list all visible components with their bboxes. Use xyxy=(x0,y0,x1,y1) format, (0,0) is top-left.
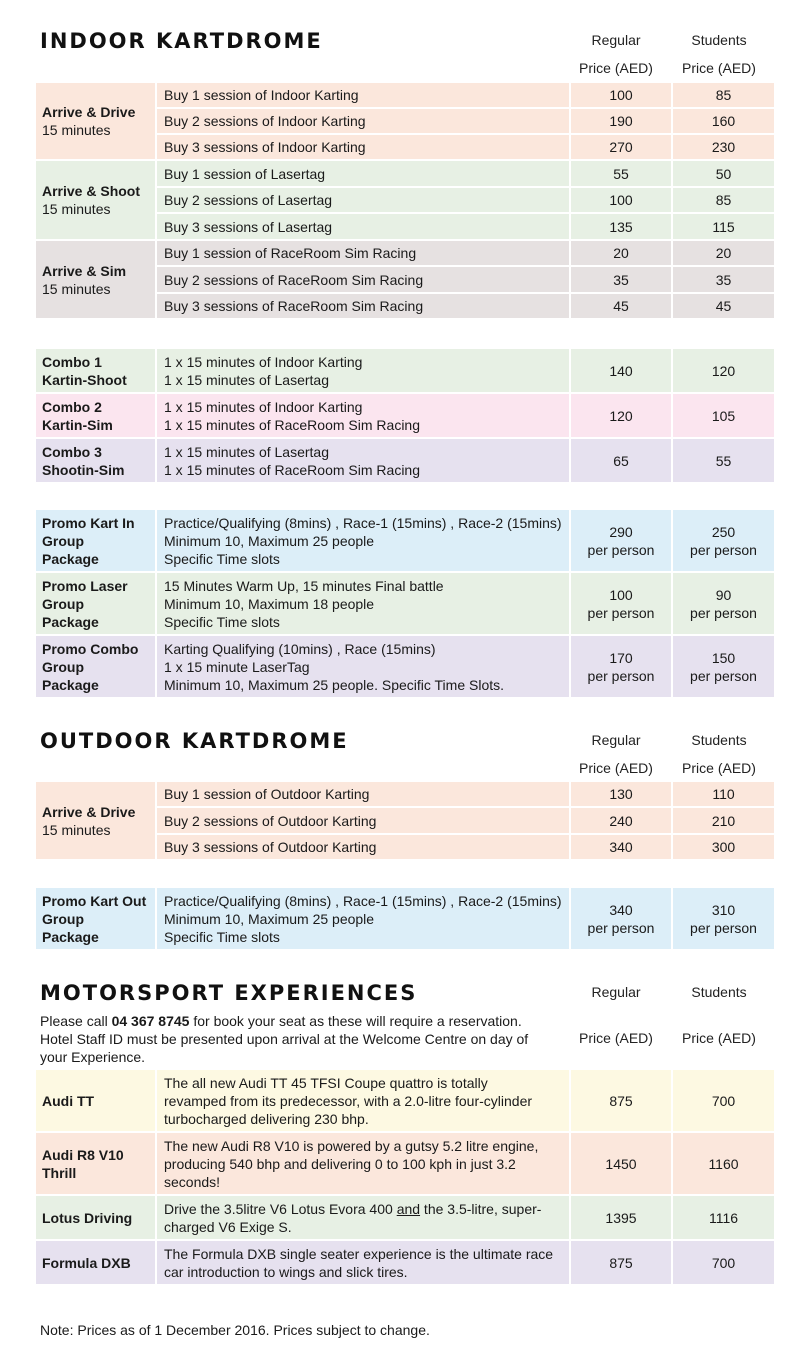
promo-name: Promo Laser xyxy=(42,577,128,594)
promo-line: 1 x 15 minute LaserTag xyxy=(164,658,310,675)
intro-text: your Experience. xyxy=(40,1049,146,1065)
experience-subname: Thrill xyxy=(42,1164,77,1181)
outdoor-promo-table xyxy=(34,886,776,951)
package-duration: 15 minutes xyxy=(42,201,111,217)
promo-label xyxy=(35,887,156,950)
experience-label xyxy=(35,1132,156,1195)
table-row xyxy=(35,348,775,393)
promo-desc xyxy=(156,509,570,572)
experience-desc xyxy=(156,1069,570,1132)
package-duration: 15 minutes xyxy=(42,122,111,138)
combo-desc xyxy=(156,438,570,483)
regular-price: 65 xyxy=(570,438,672,483)
package-name: Arrive & Drive xyxy=(42,803,136,820)
indoor-students-header-1: Students xyxy=(691,32,747,48)
experience-line: turbocharged delivering 230 bhp. xyxy=(164,1110,369,1127)
table-row xyxy=(35,509,775,572)
regular-price: 140 xyxy=(570,348,672,393)
students-price: 110 xyxy=(672,781,775,807)
experience-name: Audi R8 V10 xyxy=(42,1146,124,1163)
experience-line: The Formula DXB single seater experience is the ultimate race xyxy=(164,1245,554,1262)
promo-line: Minimum 10, Maximum 25 people xyxy=(164,910,375,927)
students-price: 20 xyxy=(672,240,775,266)
regular-price-value: 340 xyxy=(609,901,633,918)
regular-price: 45 xyxy=(570,293,672,319)
table-row xyxy=(35,1069,775,1132)
experience-line: producing 540 bhp and delivering 0 to 100 kph in just 3.2 xyxy=(164,1155,516,1172)
regular-price: 135 xyxy=(570,213,672,240)
students-price: 105 xyxy=(672,393,775,438)
table-row xyxy=(35,438,775,483)
package-label xyxy=(35,240,156,319)
students-price: 115 xyxy=(672,213,775,240)
combo-table xyxy=(34,347,776,484)
combo-line: 1 x 15 minutes of Lasertag xyxy=(164,371,329,388)
students-price-value: 90 xyxy=(715,586,732,603)
promo-name-2: Group xyxy=(42,532,84,549)
table-row xyxy=(35,393,775,438)
motorsport-regular-header-1: Regular xyxy=(591,984,641,1000)
experience-line: seconds! xyxy=(164,1173,221,1190)
students-price-value: 310 xyxy=(711,901,736,918)
students-price: 700 xyxy=(672,1240,775,1285)
promo-name-3: Package xyxy=(42,613,99,630)
promo-name-3: Package xyxy=(42,928,99,945)
combo-line: 1 x 15 minutes of Indoor Karting xyxy=(164,353,363,370)
per-person-label: per person xyxy=(690,919,757,936)
regular-price: 35 xyxy=(570,266,672,293)
combo-line: 1 x 15 minutes of RaceRoom Sim Racing xyxy=(164,461,420,478)
table-row xyxy=(35,635,775,698)
students-price: 300 xyxy=(672,834,775,860)
regular-price: 130 xyxy=(570,781,672,807)
package-name: Arrive & Sim xyxy=(42,262,127,279)
combo-label xyxy=(35,393,156,438)
students-price: 1160 xyxy=(672,1132,775,1195)
phone-number[interactable]: 04 367 8745 xyxy=(111,1013,190,1029)
regular-price: 270 xyxy=(570,134,672,160)
experience-line: car introduction to wings and slick tires. xyxy=(164,1263,408,1280)
regular-price: 120 xyxy=(570,393,672,438)
outdoor-students-header-2: Price (AED) xyxy=(682,760,756,776)
students-price: 210 xyxy=(672,807,775,834)
regular-price xyxy=(570,887,672,950)
experience-label xyxy=(35,1069,156,1132)
promo-line: Specific Time slots xyxy=(164,613,280,630)
per-person-label: per person xyxy=(587,667,655,684)
table-row xyxy=(35,1240,775,1285)
indoor-students-header-2: Price (AED) xyxy=(682,60,756,76)
motorsport-intro xyxy=(40,1012,560,1066)
experience-label xyxy=(35,1195,156,1240)
combo-name: Combo 3 xyxy=(42,443,102,460)
table-row xyxy=(35,240,775,266)
motorsport-table xyxy=(34,1068,776,1286)
per-person-label: per person xyxy=(587,541,655,558)
promo-desc xyxy=(156,572,570,635)
experience-line: The all new Audi TT 45 TFSI Coupe quattro is totally xyxy=(164,1074,488,1091)
outdoor-title: OUTDOOR KARTDROME xyxy=(40,729,349,753)
promo-line: Practice/Qualifying (8mins) , Race-1 (15mins) , Race-2 (15mins) xyxy=(164,514,562,531)
promo-name-2: Group xyxy=(42,658,84,675)
regular-price xyxy=(570,509,672,572)
per-person-label: per person xyxy=(690,541,757,558)
promo-table xyxy=(34,508,776,699)
promo-label xyxy=(35,635,156,698)
regular-price xyxy=(570,572,672,635)
promo-label xyxy=(35,509,156,572)
regular-price xyxy=(570,635,672,698)
promo-line: Minimum 10, Maximum 18 people xyxy=(164,595,375,612)
table-row xyxy=(35,160,775,187)
per-person-label: per person xyxy=(587,604,655,621)
regular-price-value: 100 xyxy=(609,586,633,603)
combo-line: 1 x 15 minutes of Indoor Karting xyxy=(164,398,363,415)
session-desc: Buy 3 sessions of Outdoor Karting xyxy=(156,834,570,860)
promo-line: Specific Time slots xyxy=(164,550,280,567)
outdoor-regular-header-1: Regular xyxy=(591,732,641,748)
indoor-regular-header-1: Regular xyxy=(591,32,641,48)
session-desc: Buy 2 sessions of Outdoor Karting xyxy=(156,807,570,834)
students-price-value: 150 xyxy=(711,649,736,666)
session-desc: Buy 1 session of Indoor Karting xyxy=(156,82,570,108)
promo-desc xyxy=(156,635,570,698)
package-name: Arrive & Drive xyxy=(42,104,136,120)
experience-line: revamped from its predecessor, with a 2.0-litre four-cylinder xyxy=(164,1092,533,1109)
experience-name: Audi TT xyxy=(42,1092,95,1109)
combo-line: 1 x 15 minutes of RaceRoom Sim Racing xyxy=(164,416,420,433)
experience-name: Lotus Driving xyxy=(42,1209,133,1226)
table-row xyxy=(35,781,775,807)
intro-text: Hotel Staff ID must be presented upon arrival at the Welcome Centre on day of xyxy=(40,1031,529,1047)
promo-line: Specific Time slots xyxy=(164,928,280,945)
indoor-title: INDOOR KARTDROME xyxy=(40,29,323,53)
students-price: 55 xyxy=(672,438,775,483)
combo-desc xyxy=(156,393,570,438)
promo-name-3: Package xyxy=(42,676,99,693)
students-price xyxy=(672,572,775,635)
combo-subname: Shootin-Sim xyxy=(42,461,125,478)
motorsport-title: MOTORSPORT EXPERIENCES xyxy=(40,981,418,1005)
promo-label xyxy=(35,572,156,635)
indoor-sessions-table xyxy=(34,81,776,320)
package-label xyxy=(35,82,156,160)
combo-name: Combo 2 xyxy=(42,398,102,415)
experience-name: Formula DXB xyxy=(42,1254,131,1271)
combo-label xyxy=(35,348,156,393)
regular-price: 240 xyxy=(570,807,672,834)
students-price: 85 xyxy=(672,187,775,213)
motorsport-students-header-1: Students xyxy=(691,984,747,1000)
promo-name: Promo Kart In xyxy=(42,514,135,531)
motorsport-regular-header-2: Price (AED) xyxy=(579,1030,653,1046)
experience-line: The new Audi R8 V10 is powered by a gutsy 5.2 litre engine, xyxy=(164,1137,539,1154)
motorsport-students-header-2: Price (AED) xyxy=(682,1030,756,1046)
students-price: 50 xyxy=(672,160,775,187)
regular-price: 875 xyxy=(570,1069,672,1132)
table-row xyxy=(35,572,775,635)
experience-line xyxy=(164,1200,569,1218)
table-row xyxy=(35,1195,775,1240)
regular-price-value: 290 xyxy=(609,523,633,540)
package-label xyxy=(35,781,156,860)
experience-label xyxy=(35,1240,156,1285)
students-price: 85 xyxy=(672,82,775,108)
regular-price: 340 xyxy=(570,834,672,860)
table-row xyxy=(35,82,775,108)
students-price xyxy=(672,509,775,572)
combo-desc xyxy=(156,348,570,393)
intro-text: Please call xyxy=(40,1013,112,1029)
promo-name-3: Package xyxy=(42,550,99,567)
promo-line: Karting Qualifying (10mins) , Race (15mins) xyxy=(164,640,436,657)
students-price xyxy=(672,635,775,698)
regular-price: 875 xyxy=(570,1240,672,1285)
promo-line: Minimum 10, Maximum 25 people xyxy=(164,532,375,549)
package-name: Arrive & Shoot xyxy=(42,183,141,199)
outdoor-students-header-1: Students xyxy=(691,732,747,748)
promo-name: Promo Kart Out xyxy=(42,892,147,909)
combo-subname: Kartin-Sim xyxy=(42,416,113,433)
promo-name-2: Group xyxy=(42,910,84,927)
promo-line: 15 Minutes Warm Up, 15 minutes Final battle xyxy=(164,577,444,594)
students-price-value: 250 xyxy=(711,523,736,540)
session-desc: Buy 2 sessions of Lasertag xyxy=(156,187,570,213)
promo-desc xyxy=(156,887,570,950)
students-price: 700 xyxy=(672,1069,775,1132)
package-duration: 15 minutes xyxy=(42,821,111,838)
session-desc: Buy 3 sessions of Indoor Karting xyxy=(156,134,570,160)
promo-name-2: Group xyxy=(42,595,84,612)
intro-text: for book your seat as these will require a reservation. xyxy=(189,1013,522,1029)
students-price: 230 xyxy=(672,134,775,160)
session-desc: Buy 1 session of Outdoor Karting xyxy=(156,781,570,807)
students-price: 160 xyxy=(672,108,775,134)
outdoor-sessions-table xyxy=(34,780,776,861)
session-desc: Buy 1 session of RaceRoom Sim Racing xyxy=(156,240,570,266)
session-desc: Buy 2 sessions of Indoor Karting xyxy=(156,108,570,134)
combo-name: Combo 1 xyxy=(42,353,102,370)
students-price: 35 xyxy=(672,266,775,293)
students-price: 120 xyxy=(672,348,775,393)
combo-label xyxy=(35,438,156,483)
indoor-regular-header-2: Price (AED) xyxy=(579,60,653,76)
package-label xyxy=(35,160,156,240)
experience-text: the 3.5-litre, super- xyxy=(420,1200,542,1217)
outdoor-regular-header-2: Price (AED) xyxy=(579,760,653,776)
regular-price: 55 xyxy=(570,160,672,187)
students-price: 1116 xyxy=(672,1195,775,1240)
per-person-label: per person xyxy=(690,604,757,621)
session-desc: Buy 3 sessions of RaceRoom Sim Racing xyxy=(156,293,570,319)
regular-price: 20 xyxy=(570,240,672,266)
students-price: 45 xyxy=(672,293,775,319)
experience-text: Drive the 3.5litre V6 Lotus Evora 400 xyxy=(164,1200,397,1217)
experience-text-underlined: and xyxy=(396,1200,421,1217)
session-desc: Buy 1 session of Lasertag xyxy=(156,160,570,187)
experience-desc xyxy=(156,1240,570,1285)
table-row xyxy=(35,1132,775,1195)
regular-price: 100 xyxy=(570,187,672,213)
combo-subname: Kartin-Shoot xyxy=(42,371,127,388)
promo-line: Practice/Qualifying (8mins) , Race-1 (15mins) , Race-2 (15mins) xyxy=(164,892,562,909)
per-person-label: per person xyxy=(587,919,655,936)
experience-desc xyxy=(156,1132,570,1195)
regular-price: 100 xyxy=(570,82,672,108)
session-desc: Buy 2 sessions of RaceRoom Sim Racing xyxy=(156,266,570,293)
promo-line: Minimum 10, Maximum 25 people. Specific Time Slots. xyxy=(164,676,505,693)
students-price xyxy=(672,887,775,950)
experience-desc xyxy=(156,1195,570,1240)
regular-price: 1450 xyxy=(570,1132,672,1195)
experience-line: charged V6 Exige S. xyxy=(164,1218,292,1235)
promo-name: Promo Combo xyxy=(42,640,139,657)
session-desc: Buy 3 sessions of Lasertag xyxy=(156,213,570,240)
combo-line: 1 x 15 minutes of Lasertag xyxy=(164,443,329,460)
regular-price: 190 xyxy=(570,108,672,134)
table-row xyxy=(35,887,775,950)
regular-price: 1395 xyxy=(570,1195,672,1240)
per-person-label: per person xyxy=(690,667,757,684)
price-note: Note: Prices as of 1 December 2016. Prices subject to change. xyxy=(40,1322,430,1338)
regular-price-value: 170 xyxy=(609,649,633,666)
package-duration: 15 minutes xyxy=(42,280,111,297)
